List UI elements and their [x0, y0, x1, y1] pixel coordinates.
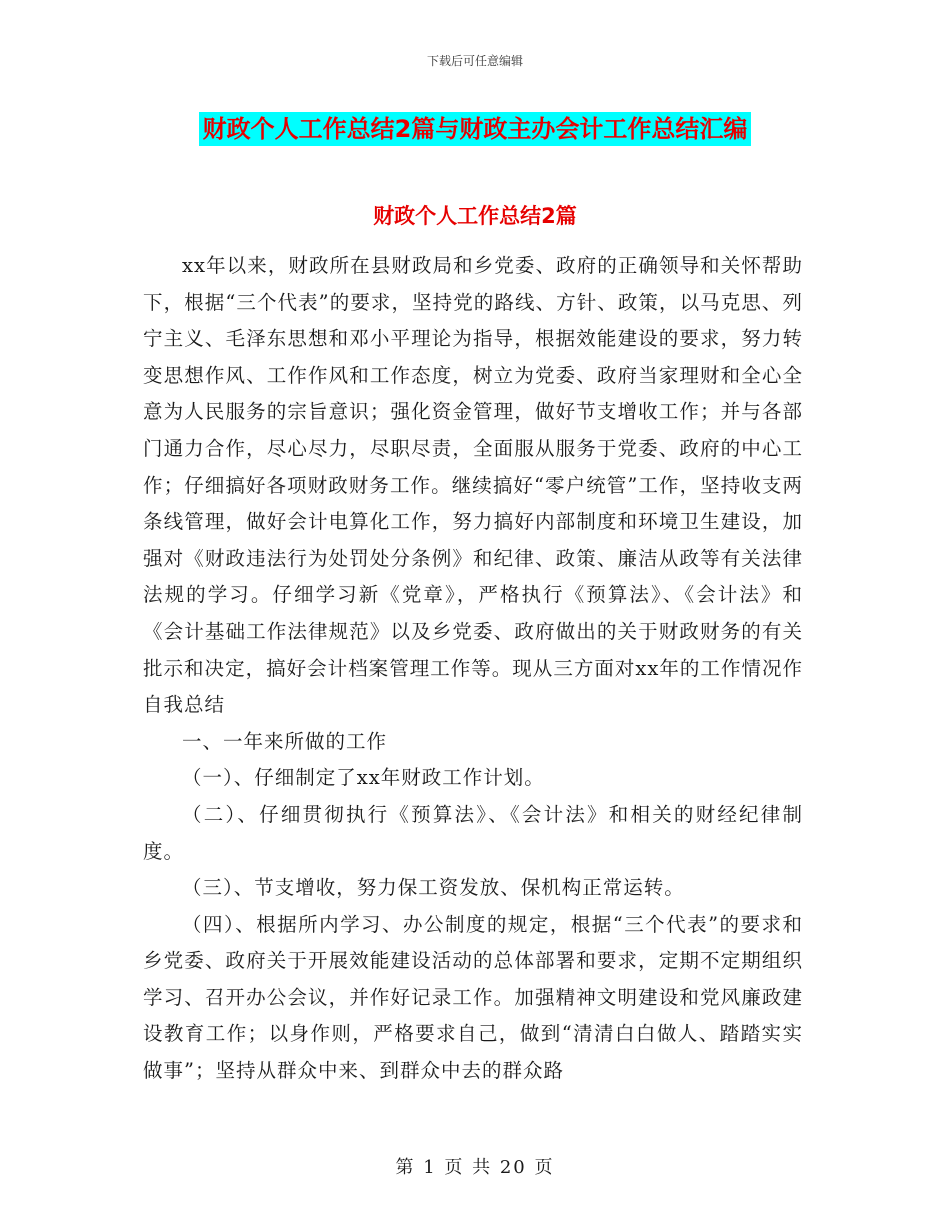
paragraph-item-3: （三）、节支增收，努力保工资发放、保机构正常运转。 — [182, 876, 685, 900]
document-title: 财政个人工作总结2篇与财政主办会计工作总结汇编 — [199, 112, 752, 146]
paragraph-heading-work-done: 一、一年来所做的工作 — [182, 729, 388, 753]
document-title-container — [0, 112, 950, 146]
page-footer: 第 1 页 共 20 页 — [395, 1157, 555, 1178]
paragraph-item-2: （二）、仔细贯彻执行《预算法》、《会计法》和相关的财经纪律制度。 — [143, 802, 803, 863]
paragraph-item-4: （四）、根据所内学习、办公制度的规定，根据“三个代表”的要求和乡党委、政府关于开展效能建设活动的总体部署和要求，定期不定期组织学习、召开办公会议，并作好记录工作。加强精神文明建设和党风廉政建设教育工作；以身作则，严格要求自己，做到“清清白白做人、踏踏实实做事”；坚持从群众中来、到群众中去的群众路 — [143, 912, 803, 1083]
paragraph-intro: xx年以来，财政所在县财政局和乡党委、政府的正确领导和关怀帮助下，根据“三个代表”的要求，坚持党的路线、方针、政策，以马克思、列宁主义、毛泽东思想和邓小平理论为指导，根据效能建设的要求，努力转变思想作风、工作作风和工作态度，树立为党委、政府当家理财和全心全意为人民服务的宗旨意识；强化资金管理，做好节支增收工作；并与各部门通力合作，尽心尽力，尽职尽责，全面服从服务于党委、政府的中心工作；仔细搞好各项财政财务工作。继续搞好“零户统管”工作，坚持收支两条线管理，做好会计电算化工作，努力搞好内部制度和环境卫生建设，加强对《财政违法行为处罚处分条例》和纪律、政策、廉洁从政等有关法律法规的学习。仔细学习新《党章》，严格执行《预算法》、《会计法》和《会计基础工作法律规范》以及乡党委、政府做出的关于财政财务的有关批示和决定，搞好会计档案管理工作等。现从三方面对xx年的工作情况作自我总结 — [143, 254, 803, 717]
document-body — [143, 248, 803, 1090]
header-note: 下载后可任意编辑 — [426, 54, 523, 68]
paragraph-item-1: （一）、仔细制定了xx年财政工作计划。 — [182, 766, 545, 790]
section-title: 财政个人工作总结2篇 — [373, 204, 577, 228]
